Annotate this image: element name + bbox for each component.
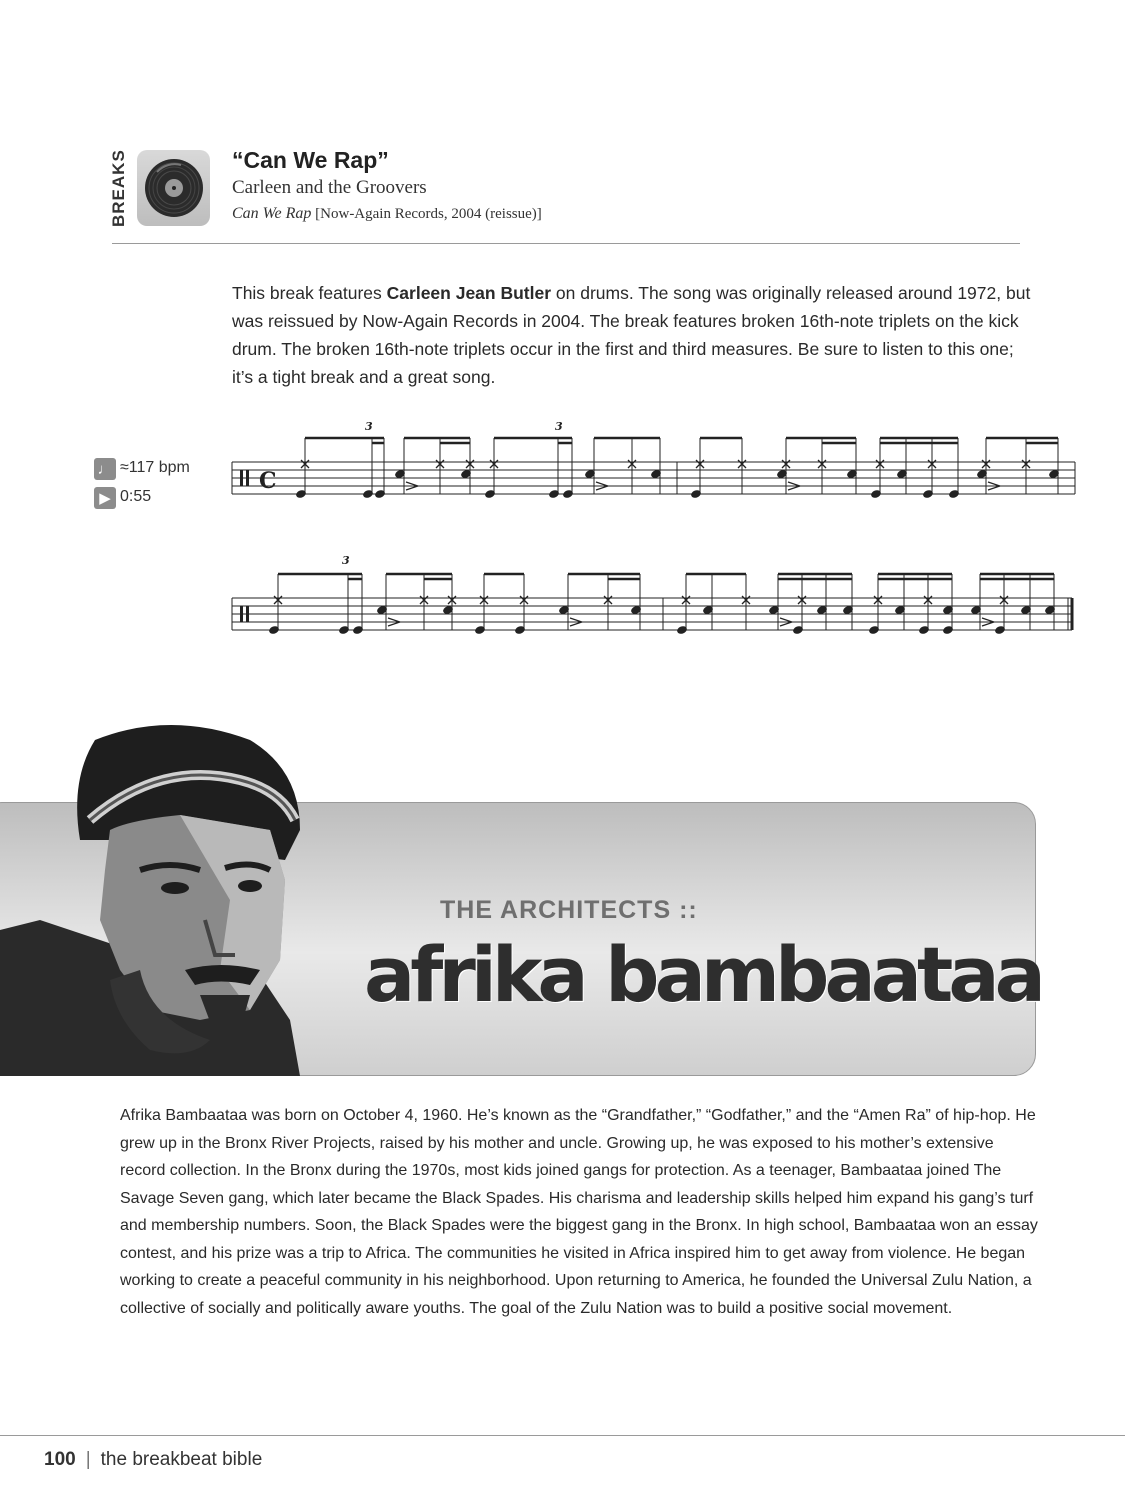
- page-footer: [44, 1449, 262, 1471]
- notes-system-2: [268, 574, 1056, 635]
- banner-kicker: THE ARCHITECTS ::: [440, 896, 698, 924]
- song-title: “Can We Rap”: [232, 147, 389, 173]
- footer-divider: [0, 1435, 1125, 1436]
- book-title: the breakbeat bible: [100, 1449, 263, 1470]
- triplet-label: 3: [342, 554, 350, 567]
- drum-notation: [0, 0, 1125, 700]
- staff-system-2: [232, 598, 1072, 630]
- banner-artist-name: afrika bambaataa: [364, 930, 1041, 1019]
- footer-separator: |: [85, 1449, 91, 1470]
- album-info: [Now-Again Records, 2004 (reissue)]: [315, 206, 542, 222]
- percussion-clef: [240, 470, 243, 486]
- intro-text-before: This break features: [232, 283, 387, 303]
- portrait-illustration: [0, 720, 330, 1076]
- tempo-bpm: ≈117 bpm: [120, 459, 190, 476]
- triplet-label: 3: [365, 420, 373, 433]
- time-signature: C: [259, 468, 277, 494]
- play-icon: ▶: [94, 487, 116, 509]
- album-title: Can We Rap: [232, 205, 312, 222]
- intro-text-after: on drums. The song was originally released around 1972, but was reissued by Now-Again Records in 2004. The break features broken 16th-note triplets on the kick drum. The broken 16th-note triplets occur in the first and third measures. Be sure to listen to this one; it’s a tight break and a great song.: [232, 283, 1031, 387]
- drummer-name: Carleen Jean Butler: [386, 283, 552, 303]
- track-time: 0:55: [120, 488, 152, 505]
- bio-paragraph: Afrika Bambaataa was born on October 4, 1960. He’s known as the “Grandfather,” “Godfather,” and the “Amen Ra” of hip-hop. He grew up in the Bronx River Projects, raised by his mother and uncle. Growing up, he was exposed to his mother’s extensive record collection. In the Bronx during the 1970s, most kids joined gangs for protection. As a teenager, Bambaataa joined The Savage Seven gang, which later became the Black Spades. His charisma and leadership skills helped him expand his gang’s turf and membership numbers. Soon, the Black Spades were the biggest gang in the Bronx. In high school, Bambaataa won an essay contest, and his prize was a trip to Africa. The communities he visited in Africa inspired him to get away from violence. He began working to create a peaceful community in his neighborhood. Upon returning to America, he founded the Universal Zulu Nation, a collective of socially and politically aware youths. The goal of the Zulu Nation was to build a positive social movement.: [120, 1107, 1038, 1317]
- page-number: 100: [44, 1449, 76, 1470]
- triplet-label: 3: [555, 420, 563, 433]
- song-artist: Carleen and the Groovers: [232, 177, 427, 198]
- quarter-note-icon: ♩: [94, 458, 116, 480]
- staff-system-1: [232, 462, 1075, 494]
- breaks-tab-label: BREAKS: [109, 149, 128, 227]
- percussion-clef: [240, 606, 243, 622]
